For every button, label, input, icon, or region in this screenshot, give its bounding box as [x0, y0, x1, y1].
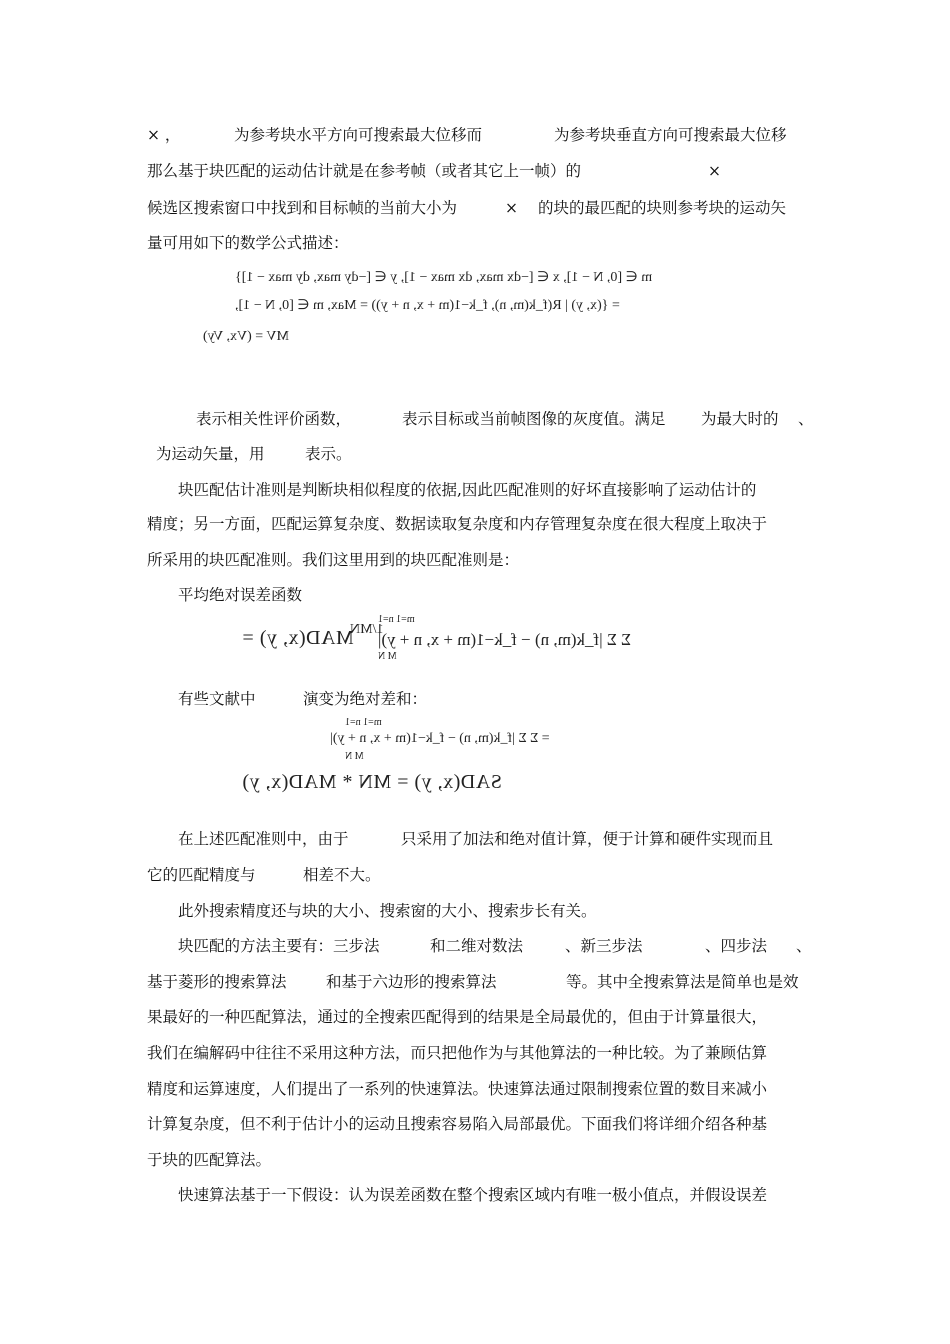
text-fragment: 等。其中全搜索算法是简单也是效 [566, 973, 799, 991]
text-line [565, 936, 643, 956]
text-fragment: 为最大时的 [701, 410, 779, 428]
text-line [538, 198, 786, 218]
text-line [156, 444, 265, 464]
formula-sad-limits-bottom [345, 751, 364, 762]
text-fragment: 精度；另一方面，匹配运算复杂度、数据读取复杂度和内存管理复杂度在很大程度上取决于 [147, 515, 768, 533]
text-fragment: 快速算法基于一下假设：认为误差函数在整个搜索区域内有唯一极小值点，并假设误差 [178, 1186, 768, 1204]
text-fragment: × ， [147, 126, 181, 144]
text-line [147, 233, 349, 253]
text-line [430, 936, 523, 956]
formula-text: m=1 n=1 [378, 614, 415, 625]
text-line [505, 198, 518, 218]
formula-mad-sum [378, 630, 631, 650]
text-fragment: 、 [796, 937, 812, 955]
text-line [178, 480, 756, 500]
text-line [178, 1185, 767, 1205]
text-fragment: 候选区搜索窗口中找到和目标帧的当前大小为 [147, 199, 458, 217]
text-fragment: 果最好的一种匹配算法，通过的全搜索匹配得到的结果是全局最优的，但由于计算量很大， [147, 1008, 768, 1026]
text-line [402, 409, 666, 429]
text-fragment: 块匹配估计准则是判断块相似程度的依据,因此匹配准则的好坏直接影响了运动估计的 [178, 481, 757, 499]
text-line [701, 409, 779, 429]
formula-text: = {(x, y) | R(f_k(m, n), f_k−1(m + x, n + y)) = Max, m ∈ [0, N − 1], [235, 298, 620, 313]
text-fragment: × [505, 199, 518, 217]
text-fragment: 基于菱形的搜索算法 [147, 973, 287, 991]
text-fragment: 和基于六边形的搜索算法 [326, 973, 497, 991]
text-line [147, 550, 519, 570]
text-line [708, 161, 721, 181]
text-fragment: 在上述匹配准则中，由于 [178, 830, 349, 848]
text-fragment: 所采用的块匹配准则。我们这里用到的块匹配准则是： [147, 551, 520, 569]
text-line [147, 972, 287, 992]
text-fragment: 精度和运算速度，人们提出了一系列的快速算法。快速算法通过限制搜索位置的数目来减小 [147, 1080, 768, 1098]
text-line [196, 409, 351, 429]
text-line [705, 936, 767, 956]
text-fragment: × [708, 162, 721, 180]
formula-mv-line1 [235, 269, 652, 286]
text-line [554, 125, 787, 145]
formula-text: M N [345, 751, 364, 762]
text-line [178, 901, 597, 921]
formula-text: = Σ Σ |f_k(m, n) − f_k−1(m + x, n + y)| [330, 731, 550, 746]
text-fragment: 为参考块垂直方向可搜索最大位移 [554, 126, 787, 144]
text-line [305, 444, 352, 464]
formula-mv-line2 [235, 297, 620, 314]
formula-text: SAD(x, y) = MN * MAD(x, y) [242, 771, 502, 793]
formula-mad-lhs [242, 627, 354, 650]
text-fragment: 只采用了加法和绝对值计算，便于计算和硬件实现而且 [401, 830, 774, 848]
formula-sad-line2 [242, 771, 502, 794]
text-fragment: 表示。 [305, 445, 352, 463]
text-line [147, 161, 581, 181]
formula-text: m ∈ [0, N − 1], x ∈ [−dx max, dx max − 1], y ∈ [−dy max, dy max − 1]} [235, 270, 653, 285]
text-fragment: 为参考块水平方向可搜索最大位移而 [234, 126, 483, 144]
text-line [147, 865, 256, 885]
text-fragment: 有些文献中 [178, 690, 256, 708]
text-line [566, 972, 799, 992]
text-line [178, 829, 349, 849]
text-fragment: 表示目标或当前帧图像的灰度值。满足 [402, 410, 666, 428]
text-line [147, 1150, 271, 1170]
formula-sad-limits-top [345, 717, 382, 728]
text-fragment: 为运动矢量，用 [156, 445, 265, 463]
text-line [147, 1043, 767, 1063]
text-line [303, 689, 427, 709]
text-line [178, 936, 380, 956]
text-fragment: 、 [798, 410, 814, 428]
formula-text: 1/MN [350, 622, 384, 637]
text-line [796, 936, 812, 956]
text-fragment: 我们在编解码中往往不采用这种方法，而只把他作为与其他算法的一种比较。为了兼顾估算 [147, 1044, 768, 1062]
text-fragment: 它的匹配精度与 [147, 866, 256, 884]
formula-mad-limits-top [378, 614, 415, 625]
text-fragment: 那么基于块匹配的运动估计就是在参考帧（或者其它上一帧）的 [147, 162, 582, 180]
text-line [234, 125, 482, 145]
text-line [798, 409, 814, 429]
text-fragment: 相差不大。 [303, 866, 381, 884]
text-fragment: 计算复杂度，但不利于估计小的运动且搜索容易陷入局部最优。下面我们将详细介绍各种基 [147, 1115, 768, 1133]
text-line [178, 585, 302, 605]
formula-text: m=1 n=1 [345, 717, 382, 728]
text-fragment: 、新三步法 [565, 937, 643, 955]
text-fragment: 和二维对数法 [430, 937, 524, 955]
formula-sad-line1 [330, 731, 550, 747]
text-line [147, 514, 767, 534]
text-fragment: 平均绝对误差函数 [178, 586, 303, 604]
text-line [147, 125, 180, 145]
formula-text: MV = (Vx, Vy) [203, 329, 289, 344]
text-line [147, 1114, 767, 1134]
text-fragment: 于块的匹配算法。 [147, 1151, 272, 1169]
text-line [178, 689, 256, 709]
text-line [147, 1079, 767, 1099]
text-fragment: 此外搜索精度还与块的大小、搜索窗的大小、搜索步长有关。 [178, 902, 597, 920]
formula-text: M N [378, 651, 397, 662]
formula-mad-limits-bottom [378, 651, 397, 662]
text-line [147, 1007, 767, 1027]
text-fragment: 块匹配的方法主要有：三步法 [178, 937, 380, 955]
text-fragment: 演变为绝对差和： [303, 690, 428, 708]
formula-text: MAD(x, y) = [242, 627, 354, 649]
text-line [401, 829, 773, 849]
text-fragment: 、四步法 [705, 937, 768, 955]
text-fragment: 的块的最匹配的块则参考块的运动矢 [538, 199, 787, 217]
text-line [303, 865, 381, 885]
text-line [326, 972, 497, 992]
text-fragment: 表示相关性评价函数， [196, 410, 352, 428]
text-line [147, 198, 457, 218]
formula-mv-line3 [203, 329, 289, 345]
formula-text: Σ Σ |f_k(m, n) − f_k−1(m + x, n + y)| [378, 630, 631, 649]
text-fragment: 量可用如下的数学公式描述： [147, 234, 349, 252]
